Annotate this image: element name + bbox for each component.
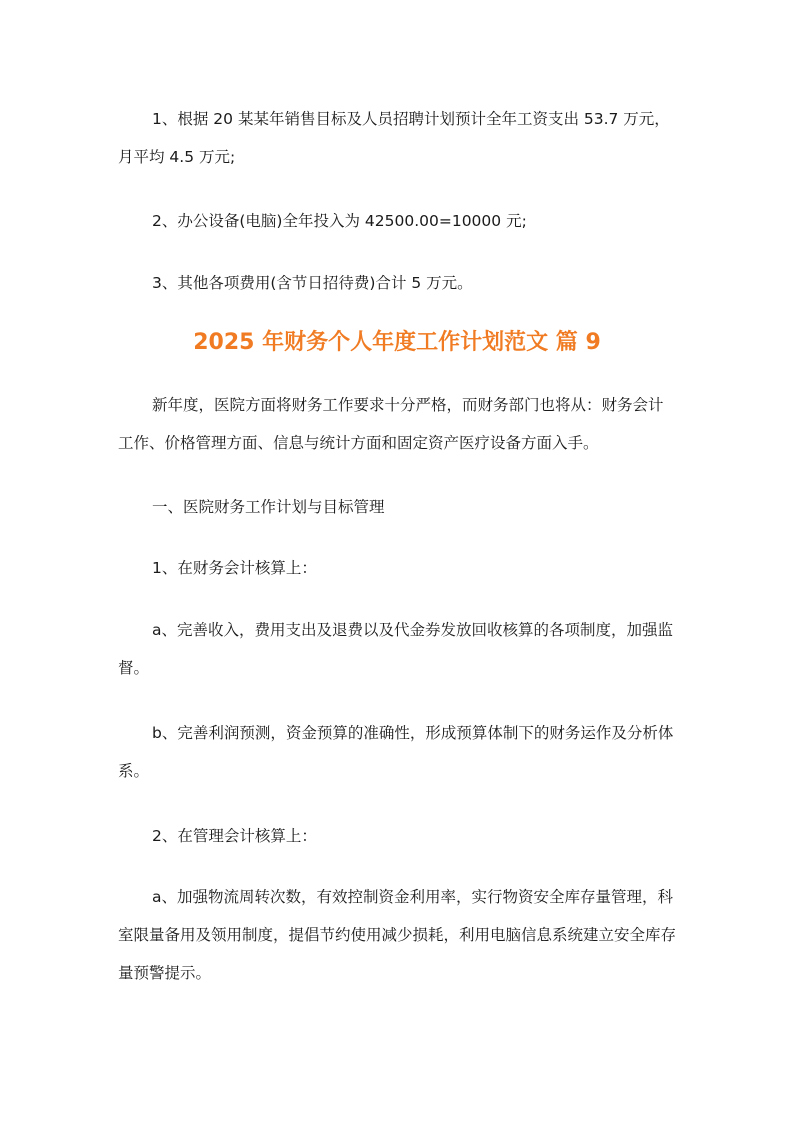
paragraph-other-expenses: 3、其他各项费用(含节日招待费)合计 5 万元。 bbox=[152, 274, 473, 292]
paragraph-office-equipment: 2、办公设备(电脑)全年投入为 42500.00=10000 元; bbox=[152, 212, 527, 230]
paragraph-financial-accounting: 1、在财务会计核算上： bbox=[152, 559, 317, 577]
paragraph-section-one-title: 一、医院财务工作计划与目标管理 bbox=[152, 498, 385, 516]
paragraph-item-a-logistics: a、加强物流周转次数，有效控制资金利用率，实行物资安全库存量管理，科室限量备用及领用制度，提倡节约使用减少损耗，利用电脑信息系统建立安全库存量预警提示。 bbox=[118, 888, 677, 982]
paragraph-management-accounting: 2、在管理会计核算上： bbox=[152, 827, 317, 845]
paragraph-intro: 新年度，医院方面将财务工作要求十分严格，而财务部门也将从：财务会计工作、价格管理方面、信息与统计方面和固定资产医疗设备方面入手。 bbox=[118, 396, 664, 452]
paragraph-item-b-profit: b、完善利润预测，资金预算的准确性，形成预算体制下的财务运作及分析体系。 bbox=[118, 724, 674, 780]
paragraph-salary-budget: 1、根据 20 某某年销售目标及人员招聘计划预计全年工资支出 53.7 万元，月平均 4.5 万元; bbox=[118, 110, 670, 166]
section-heading: 2025 年财务个人年度工作计划范文 篇 9 bbox=[193, 330, 601, 355]
paragraph-item-a-income: a、完善收入，费用支出及退费以及代金券发放回收核算的各项制度，加强监督。 bbox=[118, 621, 674, 677]
